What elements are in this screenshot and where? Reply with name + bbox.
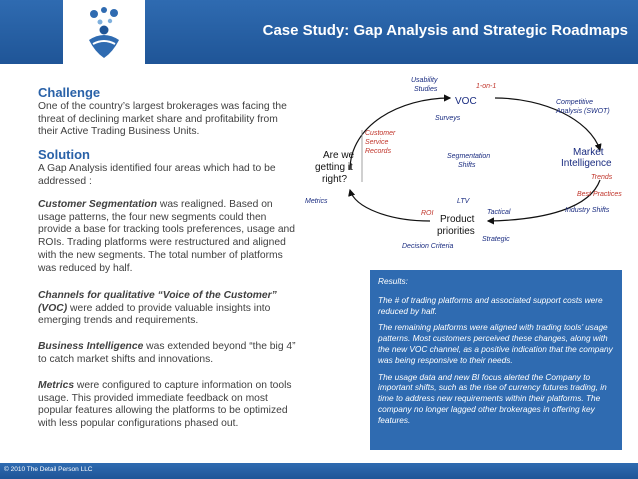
results-paragraph: The # of trading platforms and associated support costs were reduced by half.: [378, 294, 603, 316]
trends-label: Trends: [591, 174, 613, 181]
bi-first: was extended beyond “the big 4”: [143, 341, 296, 352]
metrics-lead: Metrics: [38, 380, 75, 391]
voc-paragraph: [38, 290, 277, 328]
cycle-arrow-bottom-right: [488, 180, 600, 221]
header-bar: [0, 0, 638, 64]
usability-label: Usability: [411, 77, 438, 84]
customer-segmentation-lead: Customer Segmentation: [38, 199, 158, 210]
results-title: Results:: [378, 276, 408, 286]
company-logo: [63, 0, 145, 64]
person-logo-icon: [63, 0, 145, 64]
customer-segmentation-paragraph: [38, 199, 295, 275]
product-priorities-label: priorities: [437, 226, 475, 237]
customer-service-label: Service: [365, 139, 389, 146]
segmentation-label: Shifts: [458, 162, 476, 169]
voc-lead: Channels for qualitative “Voice of the Customer”: [38, 290, 277, 301]
copyright-text: © 2010 The Detail Person LLC: [4, 466, 93, 473]
are-we-label: getting it: [315, 162, 353, 173]
customer-service-label: Records: [365, 148, 392, 155]
voc-first: were added to provide valuable insights into: [67, 302, 271, 314]
results-box: [370, 270, 622, 450]
challenge-text: [38, 101, 287, 139]
segmentation-label: Segmentation: [447, 153, 491, 160]
customer-service-label: Customer: [365, 130, 396, 137]
roi-label: ROI: [421, 210, 434, 217]
footer-bar: [0, 463, 638, 479]
seg-line: was reduced by half.: [38, 262, 133, 274]
metrics-line: with less popular configurations phased out.: [38, 418, 239, 430]
metrics-label: Metrics: [305, 198, 328, 205]
are-we-label: Are we: [323, 150, 355, 161]
seg-first: was realigned. Based on: [157, 199, 273, 210]
solution-intro-line: addressed :: [38, 175, 92, 187]
market-intelligence-label: Market: [573, 147, 604, 158]
industry-shifts-label: Industry Shifts: [565, 207, 610, 214]
challenge-line: One of the country’s largest brokerages was facing the: [38, 101, 287, 112]
challenge-line: threat of declining market share and profitability from: [38, 113, 278, 125]
seg-line: usage patterns, the four new segments could then: [38, 211, 267, 223]
ltv-label: LTV: [457, 198, 470, 205]
cycle-arrow-top-left: [350, 98, 450, 170]
seg-line: provide a base for tracking tools preferences, usage and: [38, 224, 296, 236]
bi-line: to catch market shifts and innovations.: [38, 353, 214, 365]
solution-intro: [38, 163, 276, 188]
page-title: Case Study: Gap Analysis and Strategic Roadmaps: [262, 22, 628, 39]
challenge-heading: Challenge: [38, 85, 101, 100]
results-paragraph: The remaining platforms were aligned with trading tools’ usage patterns. Most customers perceived these changes, along with the new VOC channel, as a positive indication that the company was being responsive to their needs.: [378, 322, 613, 365]
usability-label: Studies: [414, 86, 438, 93]
product-priorities-label: Product: [440, 214, 475, 225]
strategic-label: Strategic: [482, 236, 510, 243]
seg-line: ROIs. Trading platforms were restructured and aligned: [38, 237, 286, 249]
results-paragraph: The usage data and new BI focus alerted the Company to important shifts, such as the rise of currency futures trading, in time to address new requirements within their platforms. The company no longer lagged other brokerages in offering key features.: [378, 371, 607, 425]
metrics-first: were configured to capture information on tools: [74, 380, 292, 391]
competitive-label: Analysis (SWOT): [556, 108, 610, 115]
challenge-line: their Active Trading Business Units.: [38, 126, 200, 138]
tactical-label: Tactical: [487, 209, 511, 216]
metrics-line: usage. This provided immediate feedback on most: [38, 392, 268, 404]
surveys-label: Surveys: [435, 115, 461, 122]
cycle-arrow-bottom-left: [350, 190, 430, 221]
are-we-label: right?: [322, 174, 348, 185]
metrics-paragraph: [38, 380, 292, 431]
cycle-arrow-top-right: [495, 98, 600, 150]
bi-lead: Business Intelligence: [38, 341, 144, 352]
seg-line: with the new segments. The total number of platforms: [38, 249, 283, 261]
one-on-one-label: 1-on-1: [476, 83, 497, 90]
metrics-line: popular features allowing the platforms to be optimized: [38, 405, 288, 417]
solution-intro-line: A Gap Analysis identified four areas which had to be: [38, 163, 276, 174]
market-intelligence-label: Intelligence: [561, 158, 612, 169]
competitive-label: Competitive: [556, 99, 593, 106]
business-intelligence-paragraph: [38, 341, 296, 366]
best-practices-label: Best Practices: [577, 191, 622, 198]
decision-criteria-label: Decision Criteria: [402, 243, 454, 250]
voc-lead-2: (VOC): [38, 302, 68, 314]
voc-label: VOC: [455, 96, 477, 107]
solution-heading: Solution: [38, 147, 90, 162]
voc-line: emerging trends and requirements.: [38, 315, 199, 327]
